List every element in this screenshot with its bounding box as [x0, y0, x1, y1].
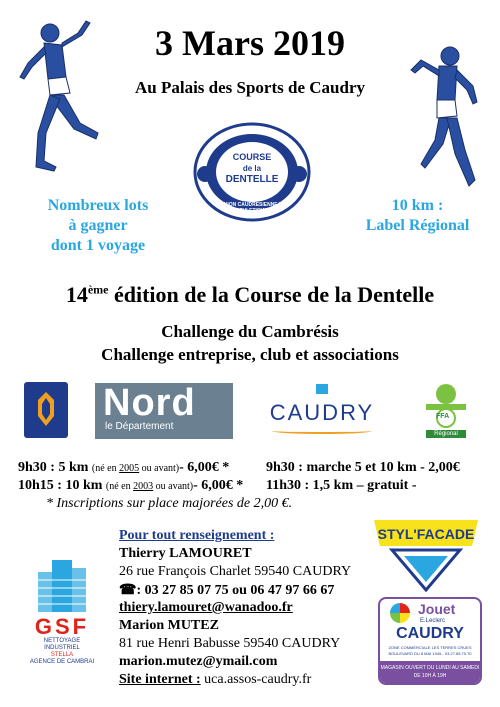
- jouet-hours: MAGASIN OUVERT DU LUNDI AU SAMEDI: [380, 665, 480, 671]
- course-dentelle-logo: [193, 122, 311, 222]
- prizes-line-1: Nombreux lots: [47, 197, 149, 214]
- ffa-regional-logo: [420, 380, 472, 440]
- contact-website: [119, 672, 311, 688]
- jouet-address-2: BOULEVARD DU 8 MAI 1945 - 03.27.85.70.70: [388, 651, 472, 656]
- website-label: Site internet :: [119, 672, 201, 687]
- race-5km: [18, 460, 229, 476]
- contact-email-1[interactable]: [119, 600, 293, 616]
- runner-right-illustration: [395, 40, 490, 200]
- prizes-line-2: à gagner: [68, 217, 128, 234]
- caudry-logo-text: CAUDRY: [269, 400, 375, 425]
- contact-email-2[interactable]: marion.mutez@ymail.com: [119, 654, 278, 669]
- race-5km-price: - 6,00€ *: [179, 460, 230, 475]
- contact-email-1-text[interactable]: thiery.lamouret@wanadoo.fr: [119, 600, 293, 615]
- ffa-regional-text: Régional: [434, 431, 458, 437]
- contact-address-1: 26 rue François Charlet 59540 CAUDRY: [119, 564, 352, 579]
- label-note: [340, 196, 495, 236]
- badge-line1: COURSE: [232, 152, 272, 162]
- jouet-address: ZONE COMMERCIALE LES TERRES CRUES: [388, 645, 472, 650]
- jouet-sub: E.Leclerc: [420, 618, 446, 624]
- edition-suffix: ème: [87, 282, 109, 297]
- race-10km-note-a: (né en: [105, 481, 134, 492]
- contact-phone: ☎: 03 27 85 07 75 ou 06 47 97 66 67: [119, 583, 335, 598]
- gsf-line-4: AGENCE DE CAMBRAI: [29, 659, 95, 665]
- badge-line3: DENTELLE: [225, 174, 279, 185]
- challenge-2: Challenge entreprise, club et associations: [101, 345, 399, 364]
- jouet-city: CAUDRY: [396, 625, 464, 642]
- edition-text: édition de la Course de la Dentelle: [113, 282, 435, 307]
- nord-departement-logo: [95, 383, 233, 439]
- contact-address-2: 81 rue Henri Babusse 59540 CAUDRY: [119, 636, 341, 651]
- race-10km-note-b: ou avant): [153, 481, 194, 492]
- race-10km-price: - 6,00€ *: [193, 478, 244, 493]
- event-date-title: 3 Mars 2019: [155, 23, 345, 63]
- jouet-leclerc-logo: [378, 597, 482, 685]
- contact-heading-text: Pour tout renseignement :: [119, 528, 275, 543]
- nord-subtitle: le Département: [105, 421, 174, 432]
- badge-line2: de la: [242, 164, 262, 173]
- website-link[interactable]: uca.assos-caudry.fr: [204, 672, 312, 687]
- challenge-1: Challenge du Cambrésis: [161, 322, 339, 341]
- label-line-1: 10 km :: [391, 197, 444, 214]
- race-10km-time: 10h15 : 10 km: [18, 478, 103, 493]
- race-5km-note-a: (né en: [91, 463, 120, 474]
- race-5km-time: 9h30 : 5 km: [18, 460, 89, 475]
- contact-name-1: Thierry LAMOURET: [119, 546, 252, 561]
- stylfacade-logo: [372, 516, 480, 592]
- gsf-line-3: STELLA: [50, 652, 74, 658]
- edition-heading: [0, 282, 500, 308]
- race-10km: [18, 478, 243, 494]
- race-5km-note-b: ou avant): [139, 463, 180, 474]
- walk-race: 9h30 : marche 5 et 10 km - 2,00€: [266, 460, 460, 475]
- nord-title: Nord: [103, 382, 196, 424]
- contact-name-2: Marion MUTEZ: [119, 618, 219, 633]
- contact-heading: [119, 528, 274, 544]
- stylfacade-text: STYL'FACADE: [377, 526, 475, 542]
- caudry-city-logo: [262, 384, 382, 436]
- race-5km-year: 2005: [119, 463, 140, 474]
- gsf-line-2: INDUSTRIEL: [44, 645, 80, 651]
- hauts-de-france-logo: [24, 382, 68, 438]
- jouet-title: Jouet: [418, 601, 456, 617]
- ffa-label: FFA: [436, 413, 450, 420]
- prizes-note: [18, 196, 178, 256]
- badge-ring-text: UNION CAUDRESIENNE D' ATHLETISME: [220, 202, 284, 214]
- jouet-hours-2: DE 10H À 19H: [413, 673, 447, 679]
- gsf-line-1: NETTOYAGE: [43, 638, 81, 644]
- race-10km-year: 2003: [133, 481, 154, 492]
- event-venue: Au Palais des Sports de Caudry: [134, 78, 365, 97]
- gsf-name: GSF: [34, 614, 90, 639]
- label-line-2: Label Régional: [365, 217, 470, 234]
- gsf-logo: [22, 558, 102, 668]
- edition-number: 14: [65, 282, 88, 307]
- kids-race: 11h30 : 1,5 km – gratuit -: [266, 478, 417, 493]
- registration-note: * Inscriptions sur place majorées de 2,00 €.: [46, 496, 293, 511]
- prizes-line-3: dont 1 voyage: [50, 237, 146, 254]
